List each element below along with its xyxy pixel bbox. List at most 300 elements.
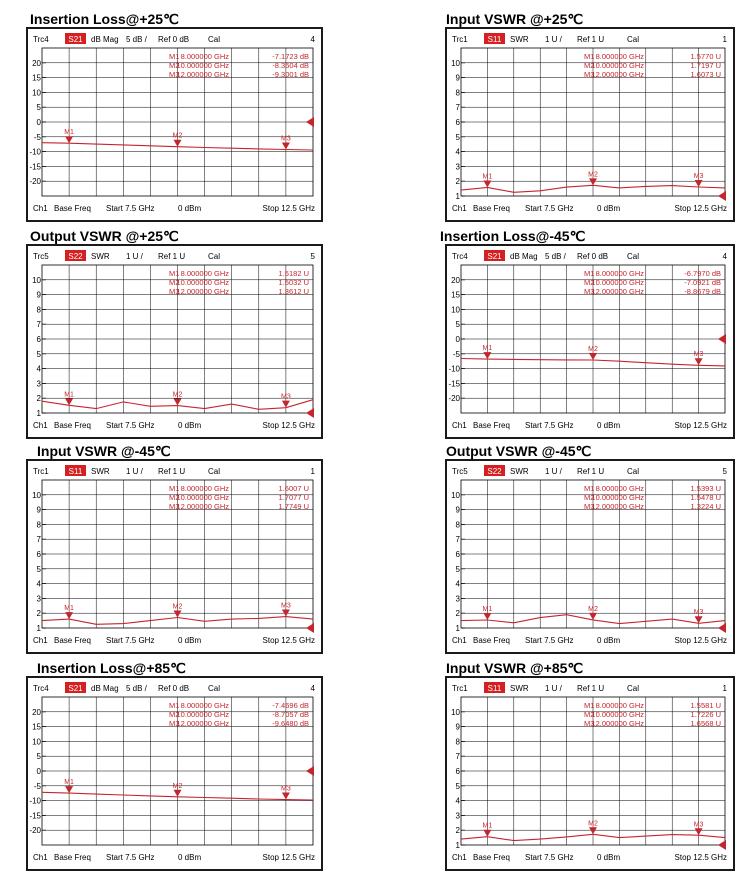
marker-tag-m1: M1 — [64, 391, 74, 399]
footer-sweep: Base Freq — [54, 421, 91, 430]
y-tick-label: -20 — [29, 177, 41, 187]
marker-tag-m2: M2 — [172, 603, 183, 611]
marker-readout-label: M3 — [584, 719, 595, 728]
caption-input-vswr-p25: Input VSWR @+25℃ — [446, 11, 584, 27]
marker-readout-freq: 10.000000 GHz — [176, 493, 229, 502]
marker-triangle-m3 — [282, 793, 290, 800]
marker-tag-m2: M2 — [172, 391, 183, 399]
y-tick-label: 10 — [32, 737, 41, 747]
channel-label: 4 — [310, 684, 315, 693]
vna-panel-input-vswr-p25 — [445, 27, 735, 222]
y-tick-label: 4 — [455, 796, 460, 806]
caption-insertion-loss-m45: Insertion Loss@-45℃ — [440, 228, 586, 244]
trace-label: Trc5 — [33, 252, 49, 261]
trace-label: Trc4 — [452, 252, 468, 261]
vna-chart — [28, 678, 321, 869]
marker-readout-value: 1.3612 U — [278, 287, 309, 296]
marker-triangle-m3 — [695, 616, 703, 623]
marker-tag-m3: M3 — [281, 785, 291, 793]
marker-readout-freq: 8.000000 GHz — [595, 269, 644, 278]
y-tick-label: 5 — [36, 349, 41, 359]
vna-chart — [447, 246, 733, 437]
marker-tag-m2: M2 — [588, 605, 598, 613]
footer-sweep: Base Freq — [473, 853, 510, 862]
cal-label: Cal — [627, 684, 640, 693]
marker-readout-freq: 12.000000 GHz — [591, 719, 644, 728]
marker-readout-freq: 10.000000 GHz — [591, 493, 644, 502]
footer-power: 0 dBm — [178, 421, 202, 430]
marker-readout-label: M3 — [169, 70, 180, 79]
marker-readout-freq: 8.000000 GHz — [180, 701, 229, 710]
footer-stop: Stop 12.5 GHz — [262, 636, 315, 645]
trace-label: Trc1 — [452, 684, 468, 693]
y-tick-label: 9 — [455, 505, 460, 515]
footer-channel: Ch1 — [33, 421, 48, 430]
trace-label: Trc1 — [452, 35, 468, 44]
y-tick-label: 7 — [36, 320, 41, 330]
marker-readout-freq: 8.000000 GHz — [595, 701, 644, 710]
y-tick-label: 7 — [455, 535, 460, 545]
marker-readout-label: M2 — [169, 493, 180, 502]
marker-readout-label: M1 — [584, 52, 595, 61]
marker-readout-value: -7.0921 dB — [684, 278, 721, 287]
footer-start: Start 7.5 GHz — [525, 636, 574, 645]
scale-label: 1 U / — [545, 684, 562, 693]
marker-triangle-m1 — [483, 613, 491, 620]
marker-triangle-m1 — [65, 612, 73, 619]
y-tick-label: 0 — [36, 118, 41, 127]
cal-label: Cal — [627, 252, 640, 261]
channel-label: 1 — [722, 35, 727, 44]
y-tick-label: 1 — [36, 409, 41, 418]
marker-tag-m3: M3 — [693, 821, 704, 829]
marker-readout-value: -9.6480 dB — [272, 719, 309, 728]
marker-tag-m1: M1 — [482, 345, 493, 353]
channel-label: 4 — [310, 35, 315, 44]
scale-label: 1 U / — [545, 35, 562, 44]
channel-label: 5 — [310, 252, 315, 261]
footer-start: Start 7.5 GHz — [525, 204, 574, 213]
y-tick-label: 20 — [451, 275, 460, 285]
marker-readout-value: 1.3224 U — [690, 502, 721, 511]
marker-tag-m1: M1 — [482, 173, 493, 181]
marker-triangle-m3 — [695, 180, 703, 187]
y-tick-label: 5 — [455, 320, 460, 330]
marker-triangle-m3 — [282, 143, 290, 150]
marker-readout-label: M3 — [584, 287, 595, 296]
channel-label: 5 — [722, 467, 727, 476]
marker-tag-m3: M3 — [693, 173, 704, 181]
y-tick-label: -15 — [29, 811, 41, 821]
y-tick-label: 4 — [455, 147, 460, 157]
marker-readout-freq: 8.000000 GHz — [595, 484, 644, 493]
vna-panel-insertion-loss-p25 — [26, 27, 323, 222]
marker-triangle-m2 — [174, 140, 182, 147]
y-tick-label: 8 — [455, 88, 460, 98]
y-tick-label: -10 — [29, 796, 41, 806]
marker-readout-value: -8.7057 dB — [272, 710, 309, 719]
footer-stop: Stop 12.5 GHz — [262, 204, 315, 213]
marker-tag-m2: M2 — [588, 171, 598, 179]
marker-readout-label: M3 — [169, 719, 180, 728]
marker-tag-m2: M2 — [588, 345, 598, 353]
format-label: SWR — [91, 467, 110, 476]
marker-readout-value: 1.5182 U — [278, 269, 309, 278]
footer-sweep: Base Freq — [54, 853, 91, 862]
marker-readout-value: -7.1723 dB — [272, 52, 309, 61]
marker-readout-freq: 12.000000 GHz — [176, 502, 229, 511]
y-tick-label: 10 — [32, 490, 41, 500]
param-badge: S21 — [487, 252, 502, 261]
footer-start: Start 7.5 GHz — [106, 421, 155, 430]
y-tick-label: 15 — [32, 73, 41, 83]
y-tick-label: -15 — [29, 162, 41, 172]
marker-readout-value: 1.7197 U — [690, 61, 721, 70]
vna-chart — [28, 246, 321, 437]
marker-readout-value: 1.7749 U — [278, 502, 309, 511]
marker-tag-m1: M1 — [482, 822, 493, 830]
marker-triangle-m1 — [65, 398, 73, 405]
y-tick-label: 5 — [455, 564, 460, 574]
trace-label: Trc4 — [33, 35, 49, 44]
marker-readout-value: 1.6568 U — [690, 719, 721, 728]
footer-stop: Stop 12.5 GHz — [674, 204, 727, 213]
footer-stop: Stop 12.5 GHz — [674, 421, 727, 430]
y-tick-label: 2 — [455, 609, 460, 619]
y-tick-label: 10 — [32, 88, 41, 98]
y-tick-label: 20 — [32, 707, 41, 717]
ref-label: Ref 1 U — [577, 467, 605, 476]
y-tick-label: 1 — [455, 192, 460, 201]
y-tick-label: 4 — [36, 364, 41, 374]
y-tick-label: 15 — [451, 290, 460, 300]
y-tick-label: 1 — [455, 624, 460, 633]
y-tick-label: 20 — [32, 58, 41, 68]
y-tick-label: 3 — [36, 594, 41, 604]
marker-readout-value: -8.8679 dB — [684, 287, 721, 296]
footer-sweep: Base Freq — [54, 204, 91, 213]
marker-readout-freq: 12.000000 GHz — [176, 70, 229, 79]
footer-power: 0 dBm — [597, 853, 621, 862]
trace-label: Trc5 — [452, 467, 468, 476]
marker-tag-m1: M1 — [64, 779, 74, 787]
y-tick-label: 1 — [36, 624, 41, 633]
y-tick-label: 5 — [36, 103, 41, 113]
vna-panel-input-vswr-m45 — [26, 459, 323, 654]
marker-readout-value: 1.5581 U — [690, 701, 721, 710]
footer-start: Start 7.5 GHz — [525, 421, 574, 430]
marker-readout-value: 1.7226 U — [690, 710, 721, 719]
marker-tag-m3: M3 — [281, 602, 291, 610]
cal-label: Cal — [208, 35, 221, 44]
marker-readout-label: M1 — [584, 701, 595, 710]
marker-readout-label: M3 — [169, 287, 180, 296]
ref-level-arrow — [718, 334, 726, 344]
marker-readout-freq: 10.000000 GHz — [591, 61, 644, 70]
cal-label: Cal — [627, 467, 640, 476]
marker-readout-freq: 10.000000 GHz — [176, 710, 229, 719]
param-badge: S21 — [68, 35, 83, 44]
marker-readout-label: M1 — [169, 269, 180, 278]
footer-stop: Stop 12.5 GHz — [262, 853, 315, 862]
footer-sweep: Base Freq — [473, 636, 510, 645]
marker-readout-value: -7.4696 dB — [272, 701, 309, 710]
scale-label: 1 U / — [126, 467, 143, 476]
footer-start: Start 7.5 GHz — [525, 853, 574, 862]
ref-level-arrow — [306, 766, 314, 776]
footer-sweep: Base Freq — [473, 421, 510, 430]
marker-triangle-m1 — [483, 180, 491, 187]
scale-label: 5 dB / — [545, 252, 566, 261]
marker-tag-m3: M3 — [693, 351, 704, 359]
y-tick-label: 0 — [455, 335, 460, 344]
caption-output-vswr-p25: Output VSWR @+25℃ — [30, 228, 179, 244]
marker-readout-label: M1 — [584, 269, 595, 278]
y-tick-label: 5 — [36, 752, 41, 762]
y-tick-label: 5 — [455, 781, 460, 791]
cal-label: Cal — [208, 252, 221, 261]
marker-readout-label: M3 — [584, 70, 595, 79]
marker-triangle-m2 — [589, 353, 597, 360]
footer-sweep: Base Freq — [54, 636, 91, 645]
marker-tag-m2: M2 — [172, 132, 183, 140]
caption-insertion-loss-p85: Insertion Loss@+85℃ — [37, 660, 186, 676]
y-tick-label: 6 — [36, 550, 41, 559]
y-tick-label: 9 — [36, 290, 41, 300]
y-tick-label: 10 — [451, 58, 460, 68]
marker-readout-freq: 12.000000 GHz — [176, 287, 229, 296]
marker-readout-label: M2 — [169, 278, 180, 287]
marker-triangle-m1 — [483, 352, 491, 359]
marker-readout-freq: 12.000000 GHz — [591, 70, 644, 79]
format-label: dB Mag — [91, 684, 119, 693]
param-badge: S22 — [487, 467, 502, 476]
ref-level-arrow — [306, 623, 314, 633]
marker-readout-label: M2 — [584, 710, 595, 719]
y-tick-label: 8 — [455, 737, 460, 747]
caption-output-vswr-m45: Output VSWR @-45℃ — [446, 443, 592, 459]
y-tick-label: 3 — [455, 162, 460, 172]
vna-panel-input-vswr-p85 — [445, 676, 735, 871]
y-tick-label: 3 — [36, 379, 41, 389]
marker-triangle-m2 — [174, 790, 182, 797]
y-tick-label: 8 — [455, 520, 460, 530]
ref-level-arrow — [306, 408, 314, 418]
footer-power: 0 dBm — [597, 421, 621, 430]
trace-label: Trc1 — [33, 467, 49, 476]
marker-triangle-m1 — [65, 786, 73, 793]
vna-chart — [447, 461, 733, 652]
marker-readout-label: M1 — [584, 484, 595, 493]
y-tick-label: 9 — [455, 722, 460, 732]
param-badge: S21 — [68, 684, 83, 693]
marker-readout-freq: 8.000000 GHz — [180, 484, 229, 493]
y-tick-label: -5 — [452, 349, 460, 359]
caption-input-vswr-p85: Input VSWR @+85℃ — [446, 660, 584, 676]
marker-triangle-m3 — [695, 828, 703, 835]
y-tick-label: 5 — [36, 564, 41, 574]
cal-label: Cal — [627, 35, 640, 44]
footer-channel: Ch1 — [452, 204, 467, 213]
marker-readout-label: M2 — [169, 61, 180, 70]
y-tick-label: 5 — [455, 132, 460, 142]
format-label: SWR — [510, 35, 529, 44]
scale-label: 1 U / — [545, 467, 562, 476]
y-tick-label: 2 — [36, 609, 41, 619]
vna-chart — [28, 461, 321, 652]
y-tick-label: 3 — [455, 594, 460, 604]
y-tick-label: 8 — [36, 520, 41, 530]
marker-triangle-m2 — [589, 178, 597, 185]
scale-label: 5 dB / — [126, 35, 147, 44]
marker-readout-freq: 10.000000 GHz — [591, 278, 644, 287]
y-tick-label: 10 — [32, 275, 41, 285]
marker-readout-freq: 10.000000 GHz — [176, 278, 229, 287]
marker-readout-freq: 12.000000 GHz — [176, 719, 229, 728]
y-tick-label: 6 — [455, 767, 460, 776]
ref-label: Ref 0 dB — [158, 35, 190, 44]
caption-insertion-loss-p25: Insertion Loss@+25℃ — [30, 11, 179, 27]
marker-readout-value: 1.5393 U — [690, 484, 721, 493]
y-tick-label: -5 — [33, 781, 41, 791]
marker-tag-m1: M1 — [482, 606, 493, 614]
format-label: dB Mag — [510, 252, 538, 261]
y-tick-label: 8 — [36, 305, 41, 315]
marker-readout-value: 1.5032 U — [278, 278, 309, 287]
param-badge: S22 — [68, 252, 83, 261]
footer-channel: Ch1 — [33, 853, 48, 862]
footer-start: Start 7.5 GHz — [106, 204, 155, 213]
marker-tag-m3: M3 — [281, 393, 291, 401]
ref-label: Ref 1 U — [577, 35, 605, 44]
y-tick-label: 7 — [455, 103, 460, 113]
format-label: SWR — [510, 467, 529, 476]
marker-readout-label: M3 — [169, 502, 180, 511]
ref-level-arrow — [718, 840, 726, 850]
param-badge: S11 — [487, 684, 502, 693]
caption-input-vswr-m45: Input VSWR @-45℃ — [37, 443, 171, 459]
footer-channel: Ch1 — [33, 204, 48, 213]
channel-label: 4 — [722, 252, 727, 261]
y-tick-label: -5 — [33, 132, 41, 142]
y-tick-label: 0 — [36, 767, 41, 776]
footer-start: Start 7.5 GHz — [106, 853, 155, 862]
footer-channel: Ch1 — [452, 853, 467, 862]
marker-readout-label: M2 — [584, 61, 595, 70]
marker-tag-m3: M3 — [281, 135, 291, 143]
marker-readout-freq: 10.000000 GHz — [176, 61, 229, 70]
ref-label: Ref 1 U — [158, 252, 186, 261]
channel-label: 1 — [310, 467, 315, 476]
marker-readout-freq: 8.000000 GHz — [180, 269, 229, 278]
y-tick-label: 3 — [455, 811, 460, 821]
ref-level-arrow — [718, 191, 726, 201]
y-tick-label: 6 — [455, 550, 460, 559]
y-tick-label: -20 — [448, 394, 460, 404]
vna-chart — [447, 29, 733, 220]
marker-tag-m1: M1 — [64, 129, 74, 137]
y-tick-label: 7 — [455, 752, 460, 762]
marker-readout-label: M2 — [584, 493, 595, 502]
marker-readout-value: -6.7970 dB — [684, 269, 721, 278]
cal-label: Cal — [208, 467, 221, 476]
footer-stop: Stop 12.5 GHz — [674, 853, 727, 862]
marker-readout-label: M1 — [169, 484, 180, 493]
ref-label: Ref 1 U — [158, 467, 186, 476]
param-badge: S11 — [487, 35, 502, 44]
marker-readout-freq: 8.000000 GHz — [180, 52, 229, 61]
y-tick-label: 10 — [451, 305, 460, 315]
marker-readout-label: M1 — [169, 52, 180, 61]
scale-label: 5 dB / — [126, 684, 147, 693]
marker-triangle-m1 — [65, 136, 73, 143]
y-tick-label: 2 — [455, 826, 460, 836]
marker-triangle-m2 — [174, 611, 182, 618]
vna-panel-output-vswr-m45 — [445, 459, 735, 654]
ref-label: Ref 0 dB — [577, 252, 609, 261]
ref-level-arrow — [306, 117, 314, 127]
marker-readout-label: M3 — [584, 502, 595, 511]
footer-power: 0 dBm — [597, 636, 621, 645]
y-tick-label: 6 — [36, 335, 41, 344]
footer-stop: Stop 12.5 GHz — [262, 421, 315, 430]
marker-readout-value: 1.5770 U — [690, 52, 721, 61]
footer-channel: Ch1 — [33, 636, 48, 645]
marker-readout-freq: 8.000000 GHz — [595, 52, 644, 61]
marker-tag-m2: M2 — [588, 820, 598, 828]
marker-tag-m1: M1 — [64, 605, 74, 613]
ref-level-arrow — [718, 623, 726, 633]
y-tick-label: -20 — [29, 826, 41, 836]
marker-readout-value: 1.6073 U — [690, 70, 721, 79]
marker-readout-label: M1 — [169, 701, 180, 710]
vna-panel-output-vswr-p25 — [26, 244, 323, 439]
format-label: dB Mag — [91, 35, 119, 44]
footer-power: 0 dBm — [178, 204, 202, 213]
ref-label: Ref 1 U — [577, 684, 605, 693]
vna-panel-insertion-loss-p85 — [26, 676, 323, 871]
y-tick-label: 15 — [32, 722, 41, 732]
footer-stop: Stop 12.5 GHz — [674, 636, 727, 645]
footer-sweep: Base Freq — [473, 204, 510, 213]
marker-readout-label: M2 — [584, 278, 595, 287]
marker-triangle-m3 — [695, 358, 703, 365]
y-tick-label: 4 — [455, 579, 460, 589]
marker-tag-m2: M2 — [172, 782, 183, 790]
y-tick-label: 2 — [36, 394, 41, 404]
param-badge: S11 — [68, 467, 83, 476]
footer-power: 0 dBm — [597, 204, 621, 213]
marker-triangle-m2 — [174, 399, 182, 406]
marker-triangle-m2 — [589, 827, 597, 834]
scale-label: 1 U / — [126, 252, 143, 261]
vna-chart — [28, 29, 321, 220]
vna-panel-insertion-loss-m45 — [445, 244, 735, 439]
y-tick-label: -10 — [448, 364, 460, 374]
y-tick-label: -15 — [448, 379, 460, 389]
cal-label: Cal — [208, 684, 221, 693]
marker-readout-freq: 12.000000 GHz — [591, 287, 644, 296]
y-tick-label: 7 — [36, 535, 41, 545]
format-label: SWR — [91, 252, 110, 261]
footer-channel: Ch1 — [452, 421, 467, 430]
y-tick-label: 4 — [36, 579, 41, 589]
channel-label: 1 — [722, 684, 727, 693]
footer-power: 0 dBm — [178, 636, 202, 645]
y-tick-label: 10 — [451, 490, 460, 500]
marker-tag-m3: M3 — [693, 609, 704, 617]
marker-readout-freq: 12.000000 GHz — [591, 502, 644, 511]
